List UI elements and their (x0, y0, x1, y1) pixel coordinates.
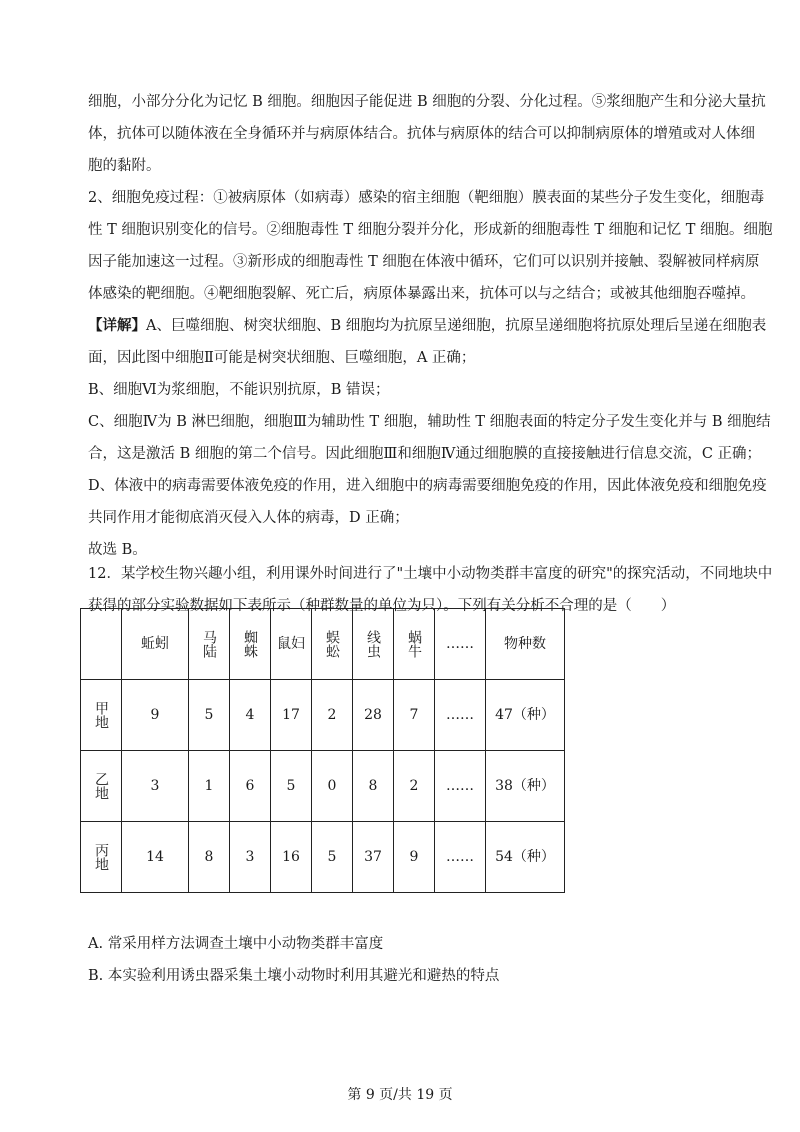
text-line: 合，这是激活 B 细胞的第二个信号。因此细胞Ⅲ和细胞Ⅳ通过细胞膜的直接接触进行信息交流，C 正确； (88, 446, 762, 462)
table-cell: …… (435, 751, 486, 822)
table-cell: 3 (230, 822, 271, 893)
detail-text: A、巨噬细胞、树突状细胞、B 细胞均为抗原呈递细胞，抗原呈递细胞将抗原处理后呈递在细胞表 (146, 318, 767, 334)
table-cell: 47（种） (486, 680, 565, 751)
page-footer: 第 9 页/共 19 页 (347, 1087, 453, 1103)
text-line: 胞的黏附。 (88, 158, 161, 174)
soil-animal-data-table (80, 608, 565, 893)
table-cell: 28 (353, 680, 394, 751)
row-label-cell (81, 822, 122, 893)
row-label-text: 甲地 (93, 701, 109, 729)
table-cell: 2 (312, 680, 353, 751)
table-header-cell (394, 609, 435, 680)
table-cell: 2 (394, 751, 435, 822)
table-header-cell (230, 609, 271, 680)
text-line: D、体液中的病毒需要体液免疫的作用，进入细胞中的病毒需要细胞免疫的作用，因此体液免疫和细胞免疫 (88, 478, 767, 494)
table-cell: 5 (189, 680, 230, 751)
text-line: 体，抗体可以随体液在全身循环并与病原体结合。抗体与病原体的结合可以抑制病原体的增殖或对人体细 (88, 126, 755, 142)
text-line: 性 T 细胞识别变化的信号。②细胞毒性 T 细胞分裂并分化，形成新的细胞毒性 T 细胞和记忆 T 细胞。细胞 (88, 222, 773, 238)
table-cell: 4 (230, 680, 271, 751)
row-label-cell (81, 751, 122, 822)
row-label-cell (81, 680, 122, 751)
table-cell: 3 (122, 751, 189, 822)
table-cell: 9 (122, 680, 189, 751)
header-vertical-text: 线虫 (365, 630, 381, 658)
table-cell: 0 (312, 751, 353, 822)
text-line: 体感染的靶细胞。④靶细胞裂解、死亡后，病原体暴露出来，抗体可以与之结合；或被其他细胞吞噬掉。 (88, 286, 755, 302)
text-line: 故选 B。 (88, 542, 147, 558)
table-cell: …… (435, 822, 486, 893)
header-vertical-text: 马陆 (201, 630, 217, 658)
text-line: 获得的部分实验数据如下表所示（种群数量的单位为只）。下列有关分析不合理的是（ ） (88, 598, 676, 614)
table-cell: 8 (189, 822, 230, 893)
text-line: 因子能加速这一过程。③新形成的细胞毒性 T 细胞在体液中循环，它们可以识别并接触、裂解被同样病原 (88, 254, 760, 270)
table-cell: 9 (394, 822, 435, 893)
header-vertical-text: 蜗牛 (406, 630, 422, 658)
text-line (88, 310, 767, 342)
table-cell: 54（种） (486, 822, 565, 893)
text-line: 面，因此图中细胞Ⅱ可能是树突状细胞、巨噬细胞，A 正确； (88, 350, 476, 366)
table-cell: 38（种） (486, 751, 565, 822)
table-cell: 5 (271, 751, 312, 822)
table-row (81, 680, 565, 751)
table-cell: 5 (312, 822, 353, 893)
text-line: 12．某学校生物兴趣小组，利用课外时间进行了"土壤中小动物类群丰富度的研究"的探究活动，不同地块中 (88, 566, 773, 582)
table-header-row (81, 609, 565, 680)
table-header-cell: 蚯蚓 (122, 609, 189, 680)
text-line: 共同作用才能彻底消灭侵入人体的病毒，D 正确； (88, 510, 409, 526)
option-a: A. 常采用样方法调查土壤中小动物类群丰富度 (88, 936, 384, 952)
text-line: B、细胞Ⅵ为浆细胞，不能识别抗原，B 错误； (88, 382, 390, 398)
table-cell: 17 (271, 680, 312, 751)
detail-label: 【详解】 (88, 317, 146, 334)
header-vertical-text: 蜈蚣 (324, 630, 340, 658)
text-line: 2、细胞免疫过程：①被病原体（如病毒）感染的宿主细胞（靶细胞）膜表面的某些分子发生变化，细胞毒 (88, 190, 765, 206)
table-header-cell (81, 609, 122, 680)
table-header-cell: 物种数 (486, 609, 565, 680)
table-cell: 14 (122, 822, 189, 893)
text-line: C、细胞Ⅳ为 B 淋巴细胞，细胞Ⅲ为辅助性 T 细胞，辅助性 T 细胞表面的特定分子发生变化并与 B 细胞结 (88, 414, 771, 430)
text-line: 细胞，小部分分化为记忆 B 细胞。细胞因子能促进 B 细胞的分裂、分化过程。⑤浆细胞产生和分泌大量抗 (88, 94, 766, 110)
table-header-cell: 鼠妇 (271, 609, 312, 680)
table-cell: 7 (394, 680, 435, 751)
header-vertical-text: 蜘蛛 (242, 630, 258, 658)
table-cell: 1 (189, 751, 230, 822)
table-header-cell (189, 609, 230, 680)
option-b: B. 本实验利用诱虫器采集土壤小动物时利用其避光和避热的特点 (88, 968, 500, 984)
table-header-cell (312, 609, 353, 680)
table-row (81, 822, 565, 893)
table-header-cell: …… (435, 609, 486, 680)
table-cell: 8 (353, 751, 394, 822)
paragraph-detailed-explanation (88, 310, 771, 566)
table-header-cell (353, 609, 394, 680)
table-cell: …… (435, 680, 486, 751)
row-label-text: 乙地 (93, 772, 109, 800)
table-row (81, 751, 565, 822)
table-cell: 37 (353, 822, 394, 893)
paragraph-humoral-immunity-end (88, 86, 766, 182)
row-label-text: 丙地 (93, 843, 109, 871)
table-cell: 16 (271, 822, 312, 893)
paragraph-cell-immunity (88, 182, 773, 310)
table-cell: 6 (230, 751, 271, 822)
